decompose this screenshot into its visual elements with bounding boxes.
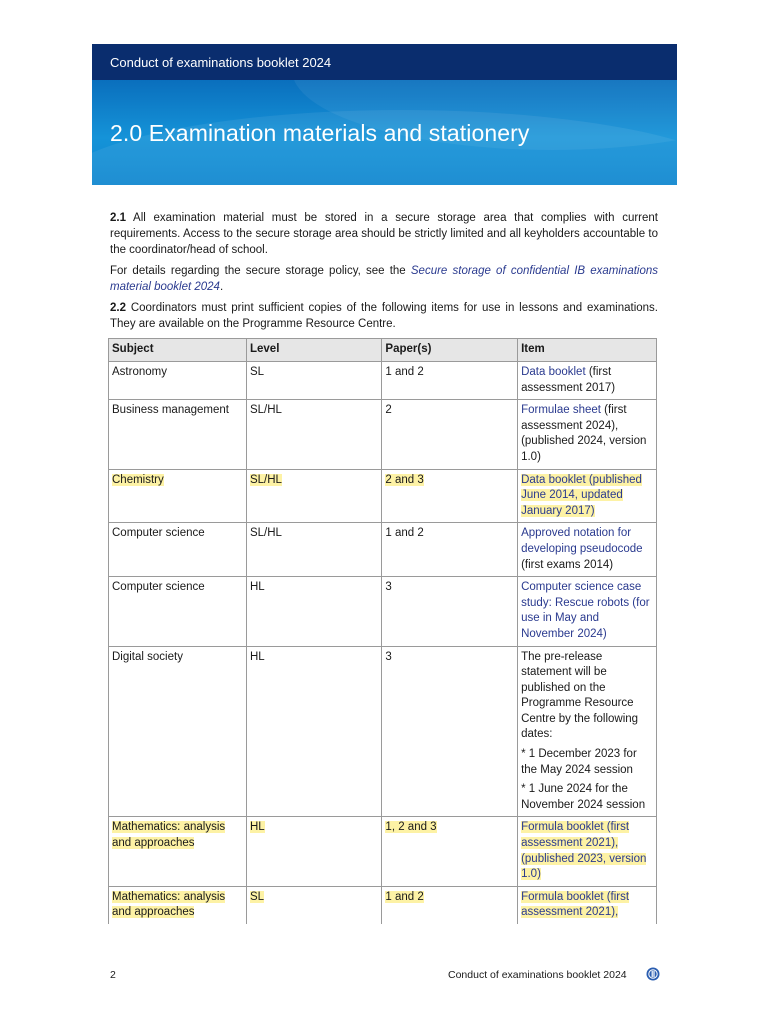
table-header-row (109, 339, 657, 362)
item-cell (518, 400, 657, 469)
materials-table (108, 338, 657, 924)
section-heading: 2.0 Examination materials and stationery (110, 120, 530, 146)
table-row (109, 400, 657, 469)
paragraph-2-1 (110, 210, 658, 258)
subject-cell: Digital society (109, 646, 247, 817)
item-cell (518, 523, 657, 577)
level-cell: SL/HL (246, 523, 381, 577)
item-text: (first assessment 2017) (521, 366, 616, 394)
subject-text: Chemistry (112, 473, 164, 486)
table-row (109, 577, 657, 646)
item-paragraph: * 1 June 2024 for the November 2024 session (521, 783, 646, 811)
paragraph-number: 2.1 (110, 212, 126, 224)
papers-text: 2 and 3 (385, 473, 424, 486)
table-row (109, 362, 657, 400)
level-cell: SL (246, 362, 381, 400)
papers-cell: 3 (382, 646, 518, 817)
item-link[interactable]: Computer science case study: Rescue robots (for use in May and November 2024) (521, 581, 650, 640)
section-title-band (92, 80, 677, 185)
papers-cell: 1 and 2 (382, 523, 518, 577)
paragraph-text: Coordinators must print sufficient copies of the following items for use in lessons and examinations. They are available on the Programme Resource Centre. (110, 302, 658, 330)
column-header-level: Level (246, 339, 381, 362)
subject-cell: Computer science (109, 523, 247, 577)
table-row (109, 523, 657, 577)
papers-cell (382, 886, 518, 924)
body-text (110, 210, 658, 337)
item-link[interactable]: Formula booklet (first assessment 2021), (published 2023, version 1.0) (521, 821, 647, 881)
papers-cell: 2 (382, 400, 518, 469)
item-link[interactable]: Data booklet (published June 2014, updated January 2017) (521, 473, 642, 517)
item-link[interactable]: Formula booklet (first assessment 2021), (521, 890, 630, 919)
level-cell (246, 886, 381, 924)
item-link[interactable]: Formulae sheet (521, 404, 601, 417)
item-cell (518, 817, 657, 886)
footer-title: Conduct of examinations booklet 2024 (448, 969, 627, 981)
table-row (109, 469, 657, 523)
page-number: 2 (110, 969, 116, 981)
column-header-item: Item (518, 339, 657, 362)
level-cell: SL/HL (246, 400, 381, 469)
papers-cell (382, 469, 518, 523)
papers-cell: 3 (382, 577, 518, 646)
papers-text: 1, 2 and 3 (385, 821, 437, 834)
subject-text: Mathematics: analysis and approaches (112, 821, 226, 850)
subject-cell: Business management (109, 400, 247, 469)
subject-cell: Astronomy (109, 362, 247, 400)
running-header (92, 44, 677, 80)
papers-cell (382, 817, 518, 886)
column-header-papers: Paper(s) (382, 339, 518, 362)
secure-storage-link[interactable]: Secure storage of confidential IB examinations material booklet 2024 (110, 265, 659, 293)
level-cell: HL (246, 646, 381, 817)
subject-cell: Computer science (109, 577, 247, 646)
item-cell (518, 362, 657, 400)
table-row (109, 886, 657, 924)
item-cell (518, 469, 657, 523)
paragraph-text: For details regarding the secure storage policy, see the (110, 265, 411, 277)
paragraph-text: . (219, 281, 224, 293)
level-text: SL (249, 890, 265, 903)
papers-text: 1 and 2 (385, 890, 424, 903)
column-header-subject: Subject (109, 339, 247, 362)
subject-cell (109, 886, 247, 924)
paragraph-text: All examination material must be stored in a secure storage area that complies with current requirements. Access to the secure storage area should be strictly limited and all keyholders accountable to the coordinator/head of school. (110, 212, 658, 256)
papers-cell: 1 and 2 (382, 362, 518, 400)
item-text: (first exams 2014) (521, 558, 614, 571)
table-row (109, 817, 657, 886)
paragraph-number: 2.2 (110, 302, 126, 314)
item-link[interactable]: Approved notation for developing pseudocode (521, 527, 643, 555)
subject-cell (109, 817, 247, 886)
ib-logo-icon (646, 967, 660, 981)
paragraph-2-2 (110, 300, 658, 332)
level-text: SL/HL (249, 473, 282, 486)
item-cell (518, 886, 657, 924)
level-cell (246, 817, 381, 886)
level-cell (246, 469, 381, 523)
item-cell (518, 577, 657, 646)
header-title: Conduct of examinations booklet 2024 (110, 54, 332, 70)
subject-text: Mathematics: analysis and approaches (112, 890, 226, 919)
item-link[interactable]: Data booklet (521, 366, 586, 378)
item-paragraph: * 1 December 2023 for the May 2024 session (521, 748, 637, 776)
level-cell: HL (246, 577, 381, 646)
item-cell (518, 646, 657, 817)
table-row (109, 646, 657, 817)
item-text: (first assessment 2024), (published 2024, version 1.0) (521, 404, 647, 463)
item-paragraph: The pre-release statement will be published on the Programme Resource Centre by the following dates: (521, 650, 639, 741)
subject-cell (109, 469, 247, 523)
level-text: HL (249, 821, 265, 834)
paragraph-secure-storage (110, 263, 658, 295)
